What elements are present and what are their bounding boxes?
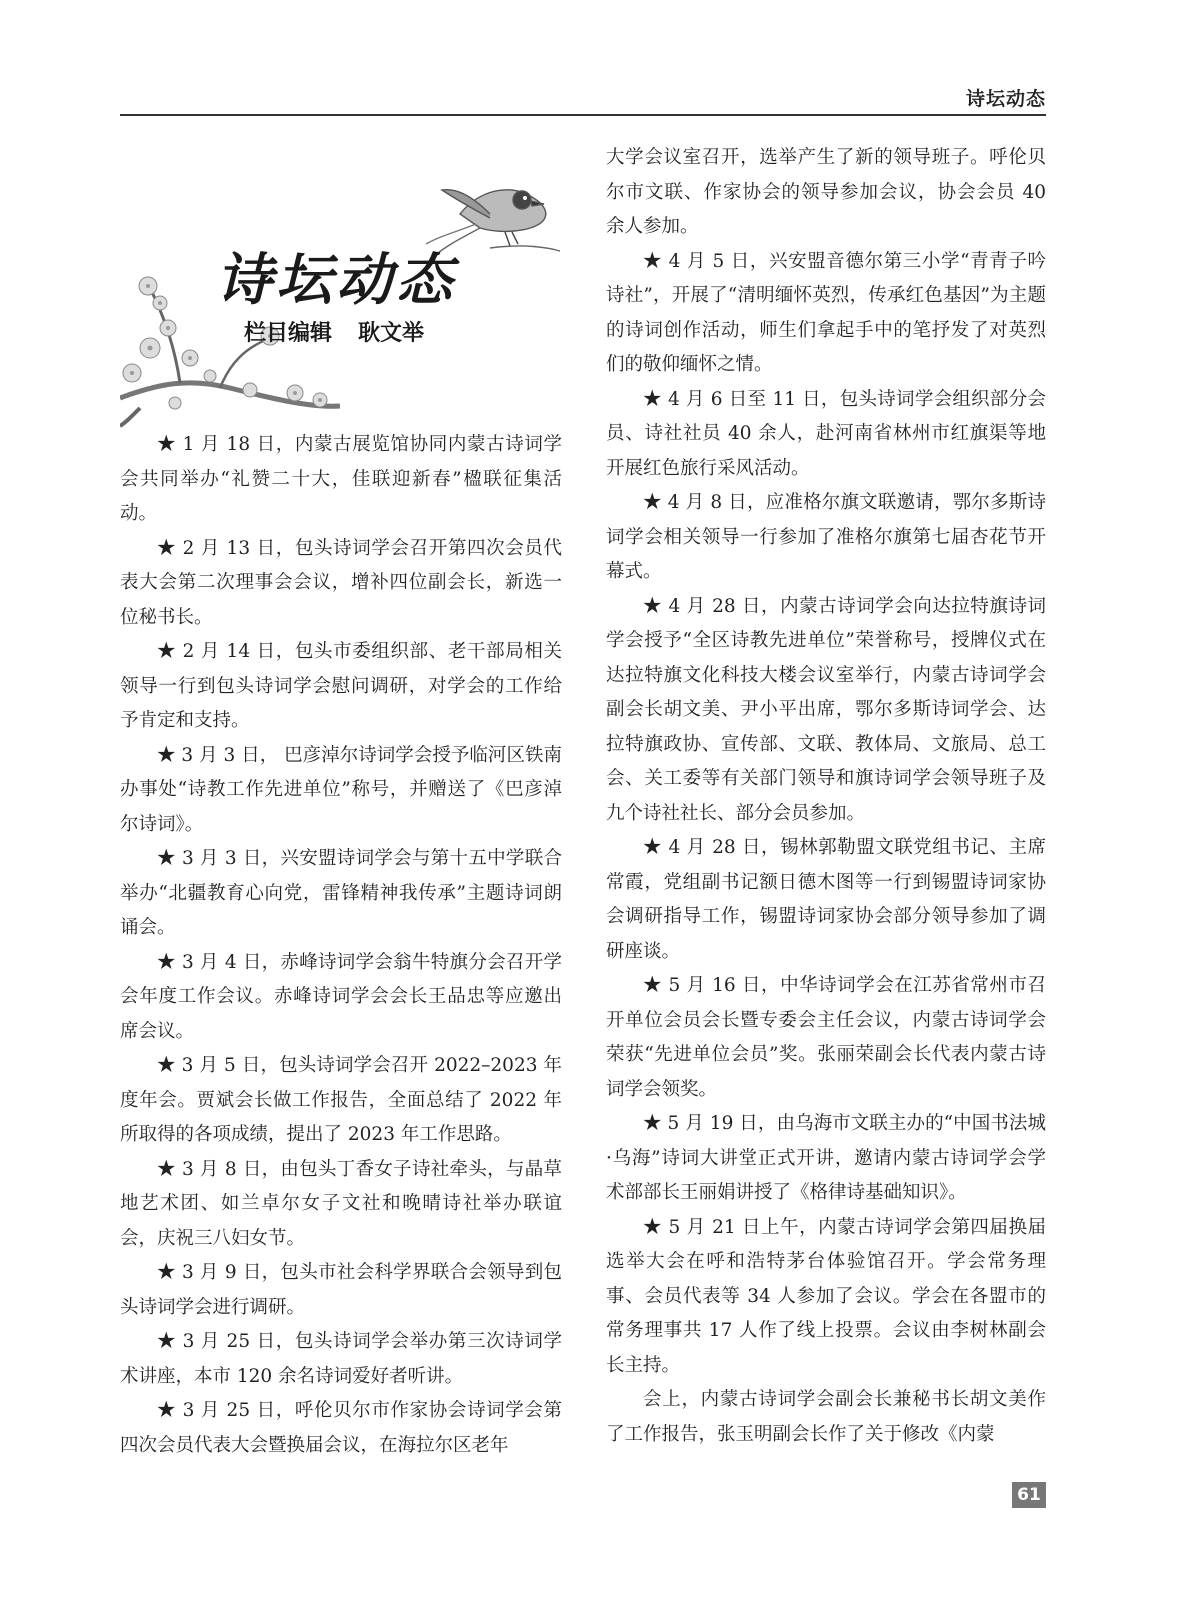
news-item: ★ 4 月 6 日至 11 日，包头诗词学会组织部分会员、诗社社员 40 余人，赴河南省林州市红旗渠等地开展红色旅行采风活动。: [606, 388, 1046, 479]
news-item: ★ 3 月 3 日， 巴彦淖尔诗词学会授予临河区铁南办事处“诗教工作先进单位”称号，并赠送了《巴彦淖尔诗词》。: [120, 744, 562, 835]
column-editor: [244, 316, 424, 347]
news-item: ★ 2 月 14 日，包头市委组织部、老干部局相关领导一行到包头诗词学会慰问调研，对学会的工作给予肯定和支持。: [120, 641, 562, 731]
right-column: [606, 141, 1046, 1452]
news-item: ★ 3 月 4 日，赤峰诗词学会翁牛特旗分会召开学会年度工作会议。赤峰诗词学会会长王品忠等应邀出席会议。: [120, 951, 562, 1042]
news-item: ★ 4 月 28 日，内蒙古诗词学会向达拉特旗诗词学会授予“全区诗教先进单位”荣誉称号，授牌仪式在达拉特旗文化科技大楼会议室举行，内蒙古诗词学会副会长胡文美、尹小平出席，鄂尔多斯诗词学会、达拉特旗政协、宣传部、文联、教体局、文旅局、总工会、关工委等有关部门领导和旗诗词学会领导班子及九个诗社社长、部分会员参加。: [606, 595, 1046, 824]
editor-name: 耿文举: [358, 321, 425, 346]
editor-label: 栏目编辑: [244, 321, 333, 346]
news-item: ★ 4 月 5 日，兴安盟音德尔第三小学“青青子吟诗社”，开展了“清明缅怀英烈，传承红色基因”为主题的诗词创作活动，师生们拿起手中的笔抒发了对英烈们的敬仰缅怀之情。: [606, 250, 1046, 375]
news-item: 会上，内蒙古诗词学会副会长兼秘书长胡文美作了工作报告，张玉明副会长作了关于修改《内蒙: [606, 1389, 1046, 1445]
left-column: [120, 428, 562, 1463]
news-item: ★ 5 月 21 日上午，内蒙古诗词学会第四届换届选举大会在呼和浩特茅台体验馆召开。学会常务理事、会员代表等 34 人参加了会议。学会在各盟市的常务理事共 17 人作了线上投票。会议由李树林副会长主持。: [606, 1216, 1046, 1376]
news-item: ★ 3 月 5 日，包头诗词学会召开 2022–2023 年度年会。贾斌会长做工作报告，全面总结了 2022 年所取得的各项成绩，提出了 2023 年工作思路。: [120, 1055, 562, 1145]
news-item: ★ 5 月 16 日，中华诗词学会在江苏省常州市召开单位会员会长暨专委会主任会议，内蒙古诗词学会荣获“先进单位会员”奖。张丽荣副会长代表内蒙古诗词学会领奖。: [606, 975, 1046, 1100]
news-item: ★ 3 月 8 日，由包头丁香女子诗社牵头，与晶草地艺术团、如兰卓尔女子文社和晚晴诗社举办联谊会，庆祝三八妇女节。: [120, 1158, 562, 1249]
news-item: ★ 4 月 28 日，锡林郭勒盟文联党组书记、主席常霞，党组副书记额日德木图等一行到锡盟诗词家协会调研指导工作，锡盟诗词家协会部分领导参加了调研座谈。: [606, 837, 1046, 962]
running-head: 诗坛动态: [965, 88, 1046, 110]
page-number: 61: [1012, 1482, 1046, 1508]
news-item: ★ 1 月 18 日，内蒙古展览馆协同内蒙古诗词学会共同举办“礼赞二十大，佳联迎新春”楹联征集活动。: [120, 434, 562, 524]
news-item: ★ 4 月 8 日，应准格尔旗文联邀请，鄂尔多斯诗词学会相关领导一行参加了准格尔旗第七届杏花节开幕式。: [606, 492, 1046, 582]
news-item: ★ 3 月 25 日，包头诗词学会举办第三次诗词学术讲座，本市 120 余名诗词爱好者听讲。: [120, 1331, 562, 1387]
header-rule: [120, 114, 1046, 116]
news-item-continuation: 大学会议室召开，选举产生了新的领导班子。呼伦贝尔市文联、作家协会的领导参加会议，协会会员 40 余人参加。: [606, 147, 1046, 237]
column-title: 诗坛动态: [216, 247, 456, 313]
column-banner: [120, 178, 560, 428]
news-item: ★ 2 月 13 日，包头诗词学会召开第四次会员代表大会第二次理事会会议，增补四位副会长，新选一位秘书长。: [120, 537, 562, 628]
news-item: ★ 3 月 25 日，呼伦贝尔市作家协会诗词学会第四次会员代表大会暨换届会议，在海拉尔区老年: [120, 1400, 562, 1456]
news-item: ★ 5 月 19 日，由乌海市文联主办的“中国书法城·乌海”诗词大讲堂正式开讲，邀请内蒙古诗词学会学术部部长王丽娟讲授了《格律诗基础知识》。: [606, 1113, 1046, 1203]
news-item: ★ 3 月 3 日，兴安盟诗词学会与第十五中学联合举办“北疆教育心向党，雷锋精神我传承”主题诗词朗诵会。: [120, 848, 562, 938]
news-item: ★ 3 月 9 日，包头市社会科学界联合会领导到包头诗词学会进行调研。: [120, 1262, 562, 1318]
